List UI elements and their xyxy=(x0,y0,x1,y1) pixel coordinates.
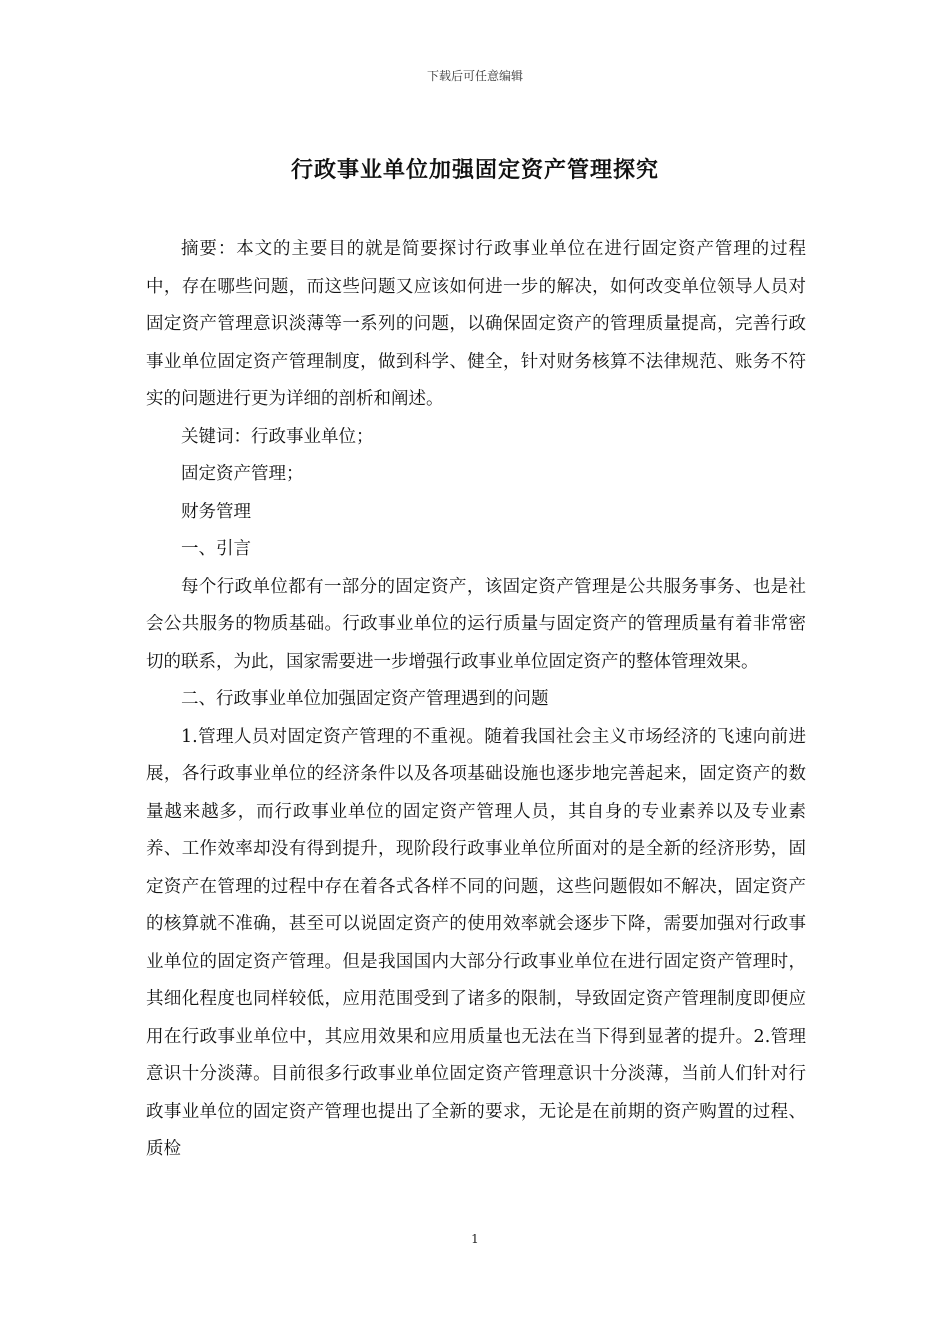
document-body xyxy=(146,231,806,1169)
section-heading-intro: 一、引言 xyxy=(181,539,251,559)
keyword-item: 固定资产管理； xyxy=(181,464,304,484)
document-title: 行政事业单位加强固定资产管理探究 xyxy=(290,157,659,183)
abstract-paragraph: 摘要：本文的主要目的就是简要探讨行政事业单位在进行固定资产管理的过程中，存在哪些问题，而这些问题又应该如何进一步的解决，如何改变单位领导人员对固定资产管理意识淡薄等一系列的问题，以确保固定资产的管理质量提高，完善行政事业单位固定资产管理制度，做到科学、健全，针对财务核算不法律规范、账务不符实的问题进行更为详细的剖析和阐述。 xyxy=(146,239,806,409)
page-header-note: 下载后可任意编辑 xyxy=(426,69,523,83)
keyword-item: 财务管理 xyxy=(181,501,251,522)
intro-paragraph: 每个行政单位都有一部分的固定资产，该固定资产管理是公共服务事务、也是社会公共服务的物质基础。行政事业单位的运行质量与固定资产的管理质量有着非常密切的联系，为此，国家需要进一步增强行政事业单位固定资产的整体管理效果。 xyxy=(146,576,806,672)
page-number: 1 xyxy=(471,1232,479,1246)
problems-paragraph: 1.管理人员对固定资产管理的不重视。随着我国社会主义市场经济的飞速向前进展，各行政事业单位的经济条件以及各项基础设施也逐步地完善起来，固定资产的数量越来越多，而行政事业单位的固定资产管理人员，其自身的专业素养以及专业素养、工作效率却没有得到提升，现阶段行政事业单位所面对的是全新的经济形势，固定资产在管理的过程中存在着各式各样不同的问题，这些问题假如不解决，固定资产的核算就不准确，甚至可以说固定资产的使用效率就会逐步下降，需要加强对行政事业单位的固定资产管理。但是我国国内大部分行政事业单位在进行固定资产管理时，其细化程度也同样较低，应用范围受到了诸多的限制，导致固定资产管理制度即便应用在行政事业单位中，其应用效果和应用质量也无法在当下得到显著的提升。2.管理意识十分淡薄。目前很多行政事业单位固定资产管理意识十分淡薄，当前人们针对行政事业单位的固定资产管理也提出了全新的要求，无论是在前期的资产购置的过程、质检 xyxy=(146,726,806,1159)
section-heading-problems: 二、行政事业单位加强固定资产管理遇到的问题 xyxy=(181,689,549,709)
keywords-line: 关键词：行政事业单位； xyxy=(181,426,374,447)
